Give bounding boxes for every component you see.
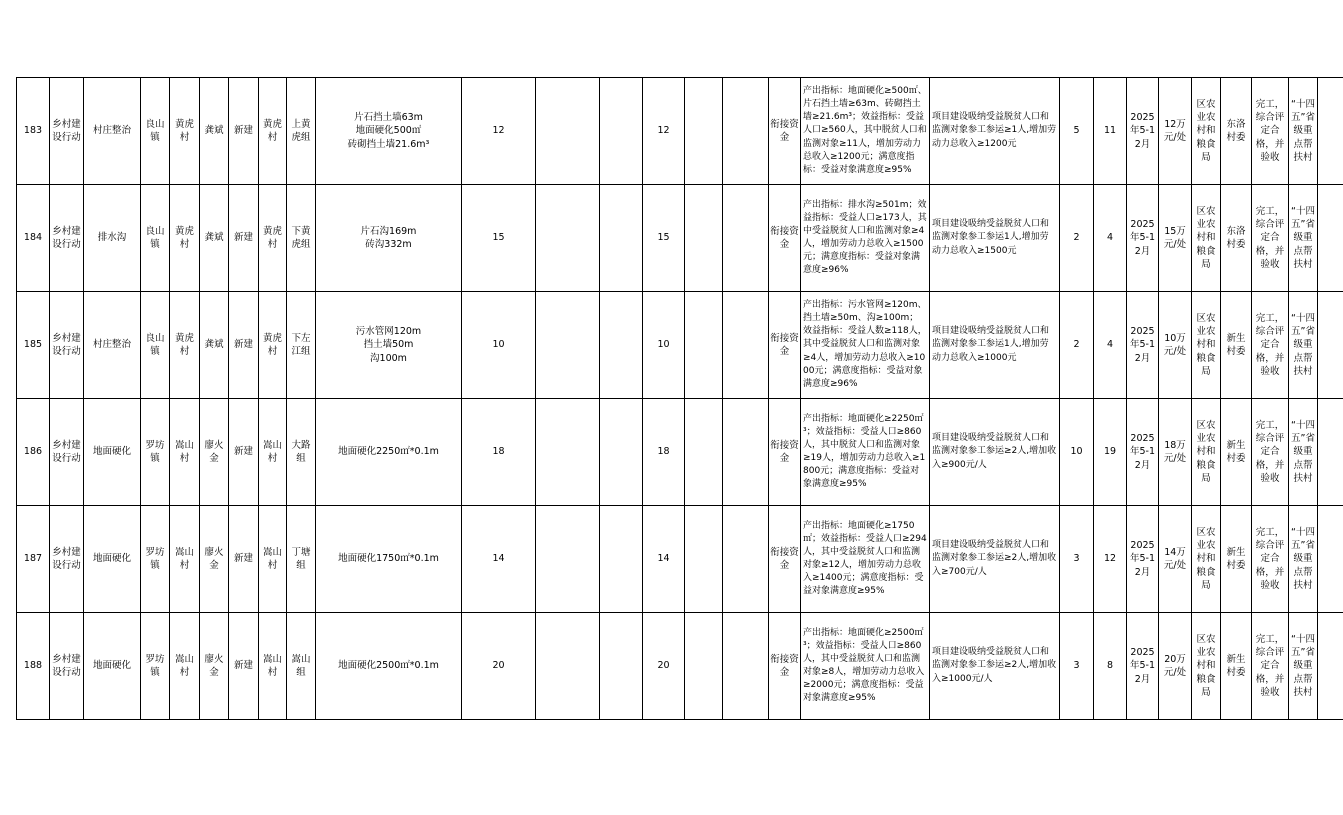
responsible-department: 区农业农村和粮食局	[1192, 506, 1221, 613]
fund-amount: 20	[643, 613, 685, 720]
village-group: 上黄虎组	[287, 78, 316, 185]
empty-cell	[600, 292, 643, 399]
beneficiary-people: 4	[1094, 185, 1127, 292]
village-name: 嵩山村	[170, 399, 200, 506]
performance-indicators: 产出指标：地面硬化≥2250㎡³；效益指标：受益人口≥860人，其中脱贫人口和监测对象≥19人，增加劳动力总收入≥1800元；满意度指标：受益对象满意度≥95%	[801, 399, 930, 506]
total-investment: 10	[462, 292, 536, 399]
empty-cell	[536, 506, 600, 613]
implementing-unit: 新生村委	[1221, 506, 1252, 613]
project-type: 地面硬化	[84, 399, 141, 506]
subsidy-standard: 12万元/处	[1159, 78, 1192, 185]
village-name: 黄虎村	[170, 78, 200, 185]
responsible-department: 区农业农村和粮食局	[1192, 399, 1221, 506]
table-row	[17, 185, 1343, 292]
empty-cell	[723, 399, 769, 506]
empty-cell	[723, 185, 769, 292]
fund-type: 衔接资金	[769, 78, 801, 185]
benefit-mechanism: 项目建设吸纳受益脱贫人口和监测对象参工参运≥2人,增加收入≥900元/人	[930, 399, 1060, 506]
project-category: 乡村建设行动	[50, 185, 84, 292]
village-group: 下左江组	[287, 292, 316, 399]
empty-cell	[536, 185, 600, 292]
implementation-period: 2025年5-12月	[1127, 292, 1159, 399]
beneficiary-households: 10	[1060, 399, 1094, 506]
fund-type: 衔接资金	[769, 399, 801, 506]
subsidy-standard: 18万元/处	[1159, 399, 1192, 506]
project-type: 地面硬化	[84, 613, 141, 720]
empty-cell	[1318, 78, 1343, 185]
performance-indicators: 产出指标：地面硬化≥1750㎡；效益指标：受益人口≥294人，其中受益脱贫人口和监测对象≥12人，增加劳动力总收入≥1400元；满意度指标：受益对象满意度≥95%	[801, 506, 930, 613]
fund-type: 衔接资金	[769, 613, 801, 720]
performance-indicators: 产出指标：地面硬化≥500㎡、片石挡土墙≥63m、砖砌挡土墙≥21.6m³；效益指标：受益人口≥560人，其中脱贫人口和监测对象≥11人，增加劳动力总收入≥1200元；满意度指标：受益对象满意度≥95%	[801, 78, 930, 185]
beneficiary-households: 3	[1060, 506, 1094, 613]
subsidy-standard: 14万元/处	[1159, 506, 1192, 613]
table-row	[17, 506, 1343, 613]
total-investment: 20	[462, 613, 536, 720]
table-row	[17, 613, 1343, 720]
beneficiary-households: 2	[1060, 185, 1094, 292]
implementing-unit: 新生村委	[1221, 613, 1252, 720]
row-number: 187	[17, 506, 50, 613]
village-name: 黄虎村	[170, 185, 200, 292]
performance-indicators: 产出指标：地面硬化≥2500㎡³；效益指标：受益人口≥860人，其中受益脱贫人口和监测对象≥8人，增加劳动力总收入≥2000元；满意度指标：受益对象满意度≥95%	[801, 613, 930, 720]
village-group: 下黄虎组	[287, 185, 316, 292]
fund-amount: 14	[643, 506, 685, 613]
acceptance-status: 完工，综合评定合格，并验收	[1252, 292, 1289, 399]
benefit-mechanism: 项目建设吸纳受益脱贫人口和监测对象参工参运≥2人,增加收入≥700元/人	[930, 506, 1060, 613]
empty-cell	[685, 613, 723, 720]
site-village: 嵩山村	[259, 613, 287, 720]
project-type: 地面硬化	[84, 506, 141, 613]
project-category: 乡村建设行动	[50, 78, 84, 185]
implementing-unit: 新生村委	[1221, 399, 1252, 506]
construction-content: 地面硬化2250㎡*0.1m	[316, 399, 462, 506]
fund-type: 衔接资金	[769, 292, 801, 399]
project-category: 乡村建设行动	[50, 399, 84, 506]
remark-note: “十四五”省级重点帮扶村	[1289, 78, 1318, 185]
table-row	[17, 292, 1343, 399]
empty-cell	[536, 292, 600, 399]
performance-indicators: 产出指标：排水沟≥501m；效益指标：受益人口≥173人，其中受益脱贫人口和监测对象≥4人，增加劳动力总收入≥1500元；满意度指标：受益对象满意度≥96%	[801, 185, 930, 292]
site-village: 黄虎村	[259, 292, 287, 399]
implementing-unit: 东洛村委	[1221, 78, 1252, 185]
implementation-period: 2025年5-12月	[1127, 78, 1159, 185]
implementation-period: 2025年5-12月	[1127, 613, 1159, 720]
total-investment: 15	[462, 185, 536, 292]
empty-cell	[1318, 185, 1343, 292]
empty-cell	[536, 78, 600, 185]
empty-cell	[1318, 292, 1343, 399]
construction-nature: 新建	[229, 185, 259, 292]
construction-nature: 新建	[229, 613, 259, 720]
town-name: 罗坊镇	[141, 613, 170, 720]
implementation-period: 2025年5-12月	[1127, 399, 1159, 506]
construction-nature: 新建	[229, 292, 259, 399]
beneficiary-households: 5	[1060, 78, 1094, 185]
project-type: 村庄整治	[84, 292, 141, 399]
empty-cell	[723, 78, 769, 185]
acceptance-status: 完工，综合评定合格，并验收	[1252, 506, 1289, 613]
beneficiary-people: 19	[1094, 399, 1127, 506]
empty-cell	[685, 292, 723, 399]
empty-cell	[723, 613, 769, 720]
subsidy-standard: 15万元/处	[1159, 185, 1192, 292]
person-in-charge: 龚斌	[200, 185, 229, 292]
village-name: 嵩山村	[170, 613, 200, 720]
total-investment: 12	[462, 78, 536, 185]
fund-amount: 10	[643, 292, 685, 399]
acceptance-status: 完工，综合评定合格，并验收	[1252, 399, 1289, 506]
table-row	[17, 399, 1343, 506]
village-name: 嵩山村	[170, 506, 200, 613]
construction-content: 地面硬化1750㎡*0.1m	[316, 506, 462, 613]
implementing-unit: 东洛村委	[1221, 185, 1252, 292]
fund-amount: 18	[643, 399, 685, 506]
person-in-charge: 廖火金	[200, 399, 229, 506]
benefit-mechanism: 项目建设吸纳受益脱贫人口和监测对象参工参运1人,增加劳动力总收入≥1500元	[930, 185, 1060, 292]
empty-cell	[723, 506, 769, 613]
empty-cell	[1318, 506, 1343, 613]
village-group: 嵩山组	[287, 613, 316, 720]
construction-content: 污水管网120m 挡土墙50m 沟100m	[316, 292, 462, 399]
empty-cell	[685, 506, 723, 613]
remark-note: “十四五”省级重点帮扶村	[1289, 399, 1318, 506]
benefit-mechanism: 项目建设吸纳受益脱贫人口和监测对象参工参运≥2人,增加收入≥1000元/人	[930, 613, 1060, 720]
construction-content: 片石沟169m 砖沟332m	[316, 185, 462, 292]
site-village: 嵩山村	[259, 399, 287, 506]
performance-indicators: 产出指标：污水管网≥120m、挡土墙≥50m、沟≥100m；效益指标：受益人数≥118人，其中受益脱贫人口和监测对象≥4人，增加劳动力总收入≥1000元；满意度指标：受益对象满意度≥96%	[801, 292, 930, 399]
responsible-department: 区农业农村和粮食局	[1192, 78, 1221, 185]
construction-nature: 新建	[229, 506, 259, 613]
responsible-department: 区农业农村和粮食局	[1192, 292, 1221, 399]
empty-cell	[685, 399, 723, 506]
responsible-department: 区农业农村和粮食局	[1192, 185, 1221, 292]
beneficiary-people: 11	[1094, 78, 1127, 185]
beneficiary-households: 2	[1060, 292, 1094, 399]
village-group: 丁塘组	[287, 506, 316, 613]
empty-cell	[600, 399, 643, 506]
remark-note: “十四五”省级重点帮扶村	[1289, 613, 1318, 720]
empty-cell	[685, 185, 723, 292]
construction-content: 片石挡土墙63m 地面硬化500㎡ 砖砌挡土墙21.6m³	[316, 78, 462, 185]
construction-nature: 新建	[229, 78, 259, 185]
row-number: 183	[17, 78, 50, 185]
empty-cell	[685, 78, 723, 185]
town-name: 罗坊镇	[141, 399, 170, 506]
row-number: 188	[17, 613, 50, 720]
benefit-mechanism: 项目建设吸纳受益脱贫人口和监测对象参工参运1人,增加劳动力总收入≥1000元	[930, 292, 1060, 399]
table-row	[17, 78, 1343, 185]
implementation-period: 2025年5-12月	[1127, 506, 1159, 613]
subsidy-standard: 10万元/处	[1159, 292, 1192, 399]
village-name: 黄虎村	[170, 292, 200, 399]
total-investment: 14	[462, 506, 536, 613]
empty-cell	[536, 399, 600, 506]
beneficiary-households: 3	[1060, 613, 1094, 720]
implementation-period: 2025年5-12月	[1127, 185, 1159, 292]
row-number: 186	[17, 399, 50, 506]
person-in-charge: 龚斌	[200, 292, 229, 399]
project-category: 乡村建设行动	[50, 613, 84, 720]
remark-note: “十四五”省级重点帮扶村	[1289, 292, 1318, 399]
row-number: 184	[17, 185, 50, 292]
site-village: 黄虎村	[259, 185, 287, 292]
benefit-mechanism: 项目建设吸纳受益脱贫人口和监测对象参工参运≥1人,增加劳动力总收入≥1200元	[930, 78, 1060, 185]
empty-cell	[723, 292, 769, 399]
empty-cell	[536, 613, 600, 720]
person-in-charge: 廖火金	[200, 506, 229, 613]
fund-amount: 12	[643, 78, 685, 185]
remark-note: “十四五”省级重点帮扶村	[1289, 506, 1318, 613]
empty-cell	[600, 185, 643, 292]
acceptance-status: 完工，综合评定合格，并验收	[1252, 185, 1289, 292]
empty-cell	[600, 78, 643, 185]
empty-cell	[600, 613, 643, 720]
project-category: 乡村建设行动	[50, 292, 84, 399]
construction-nature: 新建	[229, 399, 259, 506]
person-in-charge: 廖火金	[200, 613, 229, 720]
row-number: 185	[17, 292, 50, 399]
project-type: 村庄整治	[84, 78, 141, 185]
total-investment: 18	[462, 399, 536, 506]
subsidy-standard: 20万元/处	[1159, 613, 1192, 720]
responsible-department: 区农业农村和粮食局	[1192, 613, 1221, 720]
remark-note: “十四五”省级重点帮扶村	[1289, 185, 1318, 292]
acceptance-status: 完工，综合评定合格，并验收	[1252, 613, 1289, 720]
fund-type: 衔接资金	[769, 506, 801, 613]
project-category: 乡村建设行动	[50, 506, 84, 613]
implementing-unit: 新生村委	[1221, 292, 1252, 399]
construction-content: 地面硬化2500㎡*0.1m	[316, 613, 462, 720]
fund-type: 衔接资金	[769, 185, 801, 292]
town-name: 罗坊镇	[141, 506, 170, 613]
empty-cell	[1318, 399, 1343, 506]
project-type: 排水沟	[84, 185, 141, 292]
town-name: 良山镇	[141, 78, 170, 185]
beneficiary-people: 4	[1094, 292, 1127, 399]
site-village: 黄虎村	[259, 78, 287, 185]
empty-cell	[600, 506, 643, 613]
project-table	[16, 77, 1343, 720]
beneficiary-people: 8	[1094, 613, 1127, 720]
person-in-charge: 龚斌	[200, 78, 229, 185]
village-group: 大路组	[287, 399, 316, 506]
acceptance-status: 完工，综合评定合格，并验收	[1252, 78, 1289, 185]
beneficiary-people: 12	[1094, 506, 1127, 613]
town-name: 良山镇	[141, 292, 170, 399]
site-village: 嵩山村	[259, 506, 287, 613]
empty-cell	[1318, 613, 1343, 720]
town-name: 良山镇	[141, 185, 170, 292]
fund-amount: 15	[643, 185, 685, 292]
